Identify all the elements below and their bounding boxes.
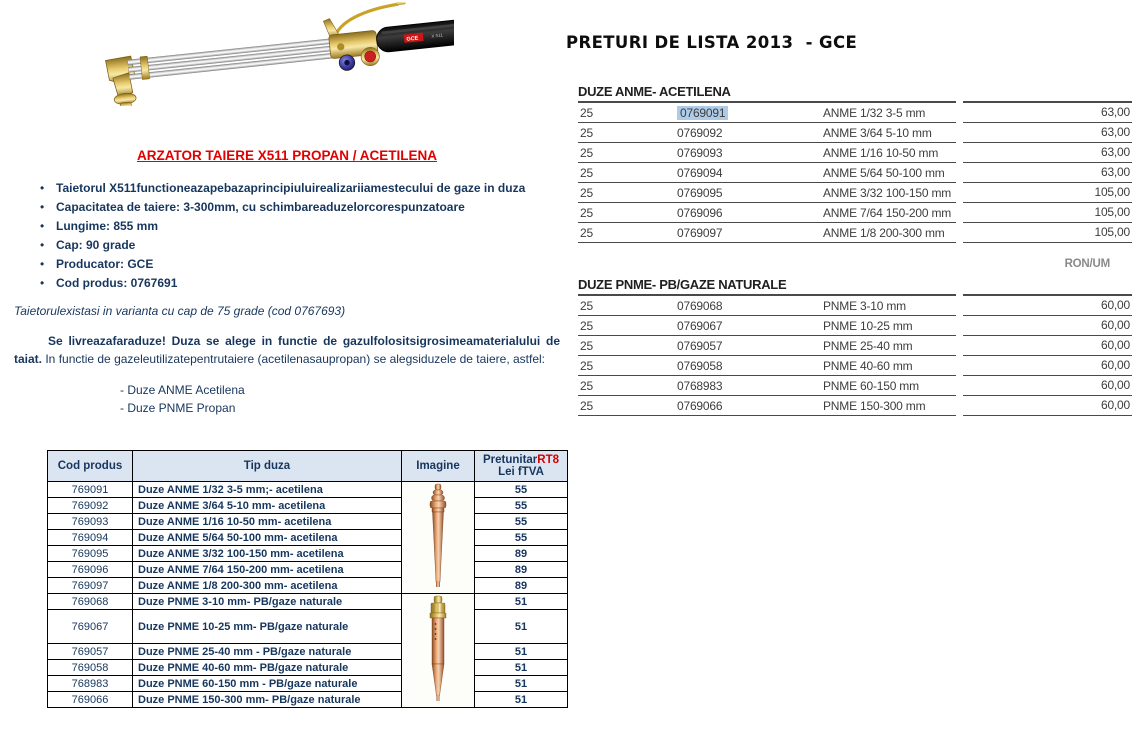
cod-produs-cell: 769058 [48,660,133,676]
table-row [48,498,568,514]
currency-unit-label: RON/UM [1064,258,1110,270]
tip-duza-cell: Duze ANME 3/64 5-10 mm- acetilena [133,498,402,514]
nozzle-desc-cell: ANME 7/64 150-200 mm [823,205,952,220]
product-bullet-list [14,179,560,293]
pret-unitar-cell: 51 [475,644,568,660]
table-row [48,610,568,644]
bullet-dot-icon: • [40,238,45,252]
qty-cell: 25 [580,185,593,200]
cod-produs-cell: 768983 [48,676,133,692]
bullet-dot-icon: • [40,219,45,233]
torch-photo [82,2,454,106]
cod-produs-cell: 769097 [48,578,133,594]
nozzle-desc-cell: ANME 5/64 50-100 mm [823,165,945,180]
qty-cell: 25 [580,125,593,140]
product-code-cell: 0769094 [677,165,723,180]
price-cell: 60,00 [963,316,1132,336]
bullet-dot-icon: • [40,200,45,214]
nozzle-desc-cell: PNME 25-40 mm [823,338,913,353]
table-row [48,644,568,660]
nozzle-option: - Duze PNME Propan [120,401,236,415]
tip-duza-cell: Duze ANME 3/32 100-150 mm- acetilena [133,546,402,562]
bullet-dot-icon: • [40,276,45,290]
table-row [578,396,1132,416]
bullet-item [14,274,560,293]
anme-nozzle-icon [425,482,451,590]
bullet-text: Producator: GCE [56,257,154,271]
table-row [578,223,1132,243]
pret-unitar-cell: 55 [475,498,568,514]
tip-duza-cell: Duze PNME 25-40 mm - PB/gaze naturale [133,644,402,660]
bullet-text: Lungime: 855 mm [56,219,159,233]
cod-produs-cell: 769067 [48,610,133,644]
qty-cell: 25 [580,378,593,393]
table-row [578,203,1132,223]
price-cell: 105,00 [963,183,1132,203]
cod-produs-cell: 769066 [48,692,133,708]
svg-text:X 511: X 511 [431,32,444,39]
price-cell: 60,00 [963,296,1132,316]
anme-table [578,103,1132,243]
pret-unitar-cell: 51 [475,660,568,676]
price-cell: 60,00 [963,356,1132,376]
delivery-paragraph [14,333,560,368]
table-row [48,562,568,578]
price-cell: 63,00 [963,163,1132,183]
product-description [14,148,560,417]
price-cell: 63,00 [963,123,1132,143]
table-row [578,336,1132,356]
pret-unitar-cell: 51 [475,594,568,610]
pret-unitar-cell: 51 [475,676,568,692]
nozzle-desc-cell: PNME 3-10 mm [823,298,906,313]
header-imagine: Imagine [402,451,475,482]
nozzle-desc-cell: PNME 150-300 mm [823,398,926,413]
table-row [48,692,568,708]
nozzle-desc-cell: PNME 10-25 mm [823,318,913,333]
table-row [578,163,1132,183]
table-row [578,143,1132,163]
product-code-cell: 0769068 [677,298,723,313]
bullet-item [14,198,560,217]
product-code-cell: 0769066 [677,398,723,413]
product-code-cell: 0769093 [677,145,723,160]
price-cell: 105,00 [963,203,1132,223]
tip-duza-cell: Duze ANME 5/64 50-100 mm- acetilena [133,530,402,546]
header-tip-duza: Tip duza [133,451,402,482]
cod-produs-cell: 769091 [48,482,133,498]
nozzle-desc-cell: ANME 3/32 100-150 mm [823,185,952,200]
nozzle-price-table [47,450,568,708]
tip-duza-cell: Duze ANME 1/32 3-5 mm;- acetilena [133,482,402,498]
pret-unitar-cell: 55 [475,482,568,498]
header-pret-unitar: PretunitarRT8 Lei fTVA [475,451,568,482]
qty-cell: 25 [580,205,593,220]
tip-duza-cell: Duze ANME 1/16 10-50 mm- acetilena [133,514,402,530]
bullet-text: Cap: 90 grade [56,238,136,252]
pnme-nozzle-image [402,594,475,708]
bullet-text: Taietorul X511functioneazapebazaprincipiuluirealizariiamestecului de gaze in duza [56,181,526,195]
rt8-marker: RT8 [537,454,560,466]
table-row [578,183,1132,203]
table-row [48,578,568,594]
nozzle-desc-cell: PNME 40-60 mm [823,358,913,373]
bullet-item [14,217,560,236]
qty-cell: 25 [580,298,593,313]
nozzle-desc-cell: ANME 3/64 5-10 mm [823,125,932,140]
table-row [578,376,1132,396]
nozzle-desc-cell: ANME 1/32 3-5 mm [823,105,926,120]
price-cell: 60,00 [963,376,1132,396]
nozzle-desc-cell: ANME 1/16 10-50 mm [823,145,939,160]
table-row [578,103,1132,123]
price-cell: 60,00 [963,336,1132,356]
variant-note: Taietorulexistasi in varianta cu cap de 75 grade (cod 0767693) [14,304,346,318]
tip-duza-cell: Duze ANME 7/64 150-200 mm- acetilena [133,562,402,578]
tip-duza-cell: Duze PNME 3-10 mm- PB/gaze naturale [133,594,402,610]
tip-duza-cell: Duze PNME 10-25 mm- PB/gaze naturale [133,610,402,644]
cod-produs-cell: 769068 [48,594,133,610]
table-row [48,594,568,610]
table-row [48,482,568,498]
bullet-text: Cod produs: 0767691 [56,276,178,290]
pret-unitar-cell: 89 [475,562,568,578]
pnme-table [578,296,1132,416]
qty-cell: 25 [580,145,593,160]
product-code-cell: 0769058 [677,358,723,373]
bullet-text: Capacitatea de taiere: 3-300mm, cu schimbareaduzelorcorespunzatoare [56,200,465,214]
table-header-row [48,451,568,482]
price-list-column [578,84,1132,416]
product-code-cell[interactable] [677,106,823,120]
pret-unitar-cell: 89 [475,546,568,562]
table-row [578,316,1132,336]
table-row [48,530,568,546]
bullet-item [14,236,560,255]
product-code-cell: 0768983 [677,378,723,393]
price-cell: 63,00 [963,143,1132,163]
tip-duza-cell: Duze PNME 40-60 mm- PB/gaze naturale [133,660,402,676]
delivery-paragraph-rest: In functie de gazeleutilizatepentrutaiere (acetilenasaupropan) se alegsiduzele de taiere, astfel: [42,351,546,366]
cutting-torch-illustration [82,2,454,106]
tip-duza-cell: Duze PNME 60-150 mm - PB/gaze naturale [133,676,402,692]
bullet-dot-icon: • [40,257,45,271]
price-cell: 63,00 [963,103,1132,123]
qty-cell: 25 [580,358,593,373]
anme-table-title: DUZE ANME- ACETILENA [578,84,731,99]
cod-produs-cell: 769057 [48,644,133,660]
product-title: ARZATOR TAIERE X511 PROPAN / ACETILENA [136,148,438,163]
nozzle-desc-cell: ANME 1/8 200-300 mm [823,225,945,240]
page-title: PRETURI DE LISTA 2013 - GCE [566,33,858,52]
pret-unitar-cell: 55 [475,530,568,546]
product-code-cell: 0769095 [677,185,723,200]
table-row [578,296,1132,316]
cod-produs-cell: 769094 [48,530,133,546]
bullet-item [14,179,560,198]
qty-cell: 25 [580,398,593,413]
svg-text:GCE: GCE [406,35,419,43]
qty-cell: 25 [580,225,593,240]
price-cell: 105,00 [963,223,1132,243]
tip-duza-cell: Duze PNME 150-300 mm- PB/gaze naturale [133,692,402,708]
selected-cell-highlight[interactable]: 0769091 [677,106,728,120]
qty-cell: 25 [580,338,593,353]
anme-nozzle-image [402,482,475,594]
table-row [48,676,568,692]
cod-produs-cell: 769095 [48,546,133,562]
price-cell: 60,00 [963,396,1132,416]
cod-produs-cell: 769093 [48,514,133,530]
table-row [578,123,1132,143]
table-row [578,356,1132,376]
product-code-cell: 0769067 [677,318,723,333]
product-code-cell: 0769097 [677,225,723,240]
qty-cell: 25 [580,318,593,333]
pnme-table-title: DUZE PNME- PB/GAZE NATURALE [578,277,787,292]
table-row [48,660,568,676]
product-code-cell: 0769096 [677,205,723,220]
qty-cell: 25 [580,105,593,120]
tip-duza-cell: Duze ANME 1/8 200-300 mm- acetilena [133,578,402,594]
table-row [48,546,568,562]
delivery-paragraph-bold: Se livreazafaraduze! Duza se alege in functie de gazulfolositsigrosimeamaterialului de taiat. [14,334,560,366]
table-row [48,514,568,530]
pret-unitar-cell: 51 [475,692,568,708]
pret-unitar-cell: 55 [475,514,568,530]
nozzle-options-list [120,381,560,417]
pret-unitar-cell: 89 [475,578,568,594]
header-cod-produs: Cod produs [48,451,133,482]
cod-produs-cell: 769096 [48,562,133,578]
nozzle-desc-cell: PNME 60-150 mm [823,378,919,393]
product-code-cell: 0769057 [677,338,723,353]
bullet-item [14,255,560,274]
bullet-dot-icon: • [40,181,45,195]
cod-produs-cell: 769092 [48,498,133,514]
nozzle-option: - Duze ANME Acetilena [120,383,245,397]
pnme-nozzle-icon [425,594,451,704]
qty-cell: 25 [580,165,593,180]
pret-unitar-cell: 51 [475,610,568,644]
product-code-cell: 0769092 [677,125,723,140]
